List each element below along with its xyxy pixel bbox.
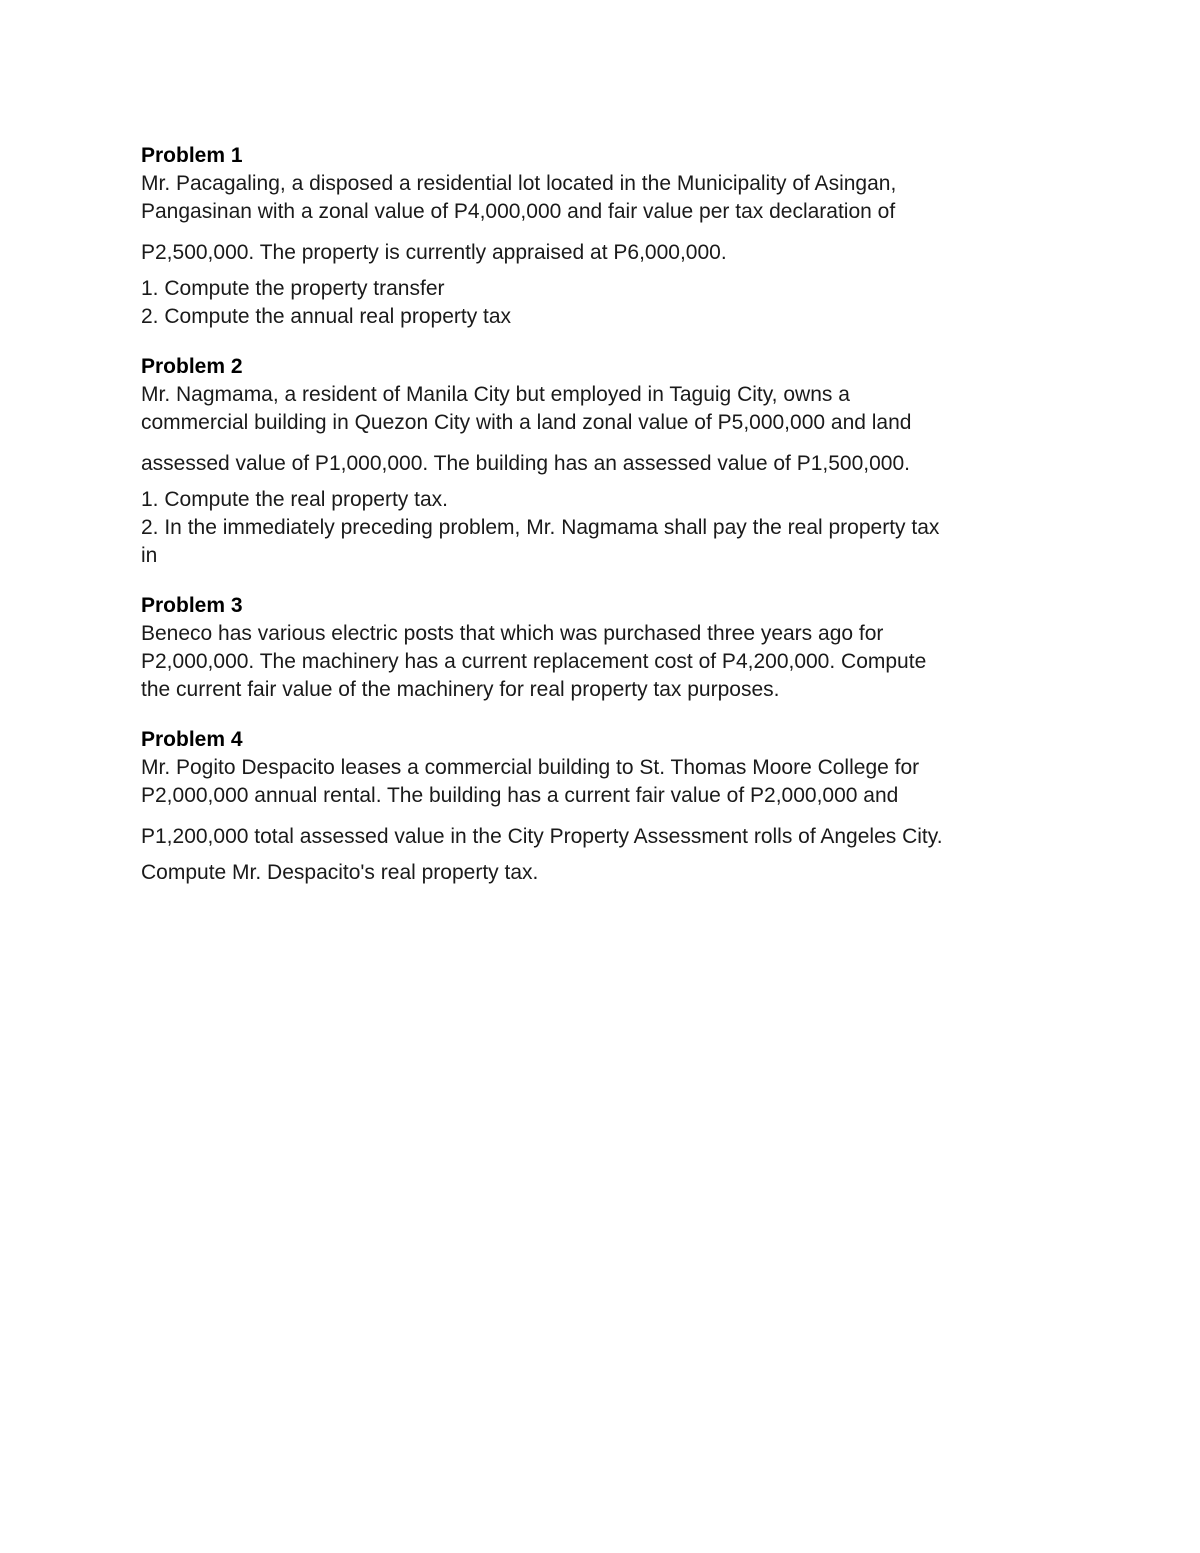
question-item: 1. Compute the property transfer (141, 277, 445, 300)
problem-text-line: P2,000,000. The machinery has a current replacement cost of P4,200,000. Compute (141, 650, 927, 673)
problem-text-line: P1,200,000 total assessed value in the City Property Assessment rolls of Angeles City. (141, 825, 943, 848)
problem-3 (141, 591, 1061, 704)
problem-heading: Problem 3 (141, 594, 243, 617)
problem-text-line: assessed value of P1,000,000. The building has an assessed value of P1,500,000. (141, 452, 910, 475)
problem-text-line: Mr. Nagmama, a resident of Manila City but employed in Taguig City, owns a (141, 383, 850, 406)
question-item-continuation: in (141, 544, 158, 567)
problem-text-line: P2,000,000 annual rental. The building has a current fair value of P2,000,000 and (141, 784, 899, 807)
problem-2 (141, 352, 1061, 570)
document-page (141, 141, 1061, 887)
problem-text-line: Mr. Pacagaling, a disposed a residential lot located in the Municipality of Asingan, (141, 172, 897, 195)
problem-text-line: the current fair value of the machinery for real property tax purposes. (141, 678, 780, 701)
question-item: 1. Compute the real property tax. (141, 488, 448, 511)
problem-1 (141, 141, 1061, 331)
problem-heading: Problem 4 (141, 728, 243, 751)
problem-text-line: Compute Mr. Despacito's real property tax. (141, 861, 539, 884)
problem-text-line: Beneco has various electric posts that which was purchased three years ago for (141, 622, 884, 645)
problem-4 (141, 725, 1061, 887)
problem-heading: Problem 1 (141, 144, 243, 167)
problem-text-line: Mr. Pogito Despacito leases a commercial building to St. Thomas Moore College for (141, 756, 920, 779)
problem-text-line: Pangasinan with a zonal value of P4,000,000 and fair value per tax declaration of (141, 200, 896, 223)
question-item: 2. Compute the annual real property tax (141, 305, 512, 328)
problem-text-line: P2,500,000. The property is currently appraised at P6,000,000. (141, 241, 727, 264)
question-item: 2. In the immediately preceding problem, Mr. Nagmama shall pay the real property tax (141, 516, 940, 539)
problem-text-line: commercial building in Quezon City with a land zonal value of P5,000,000 and land (141, 411, 912, 434)
problem-heading: Problem 2 (141, 355, 243, 378)
